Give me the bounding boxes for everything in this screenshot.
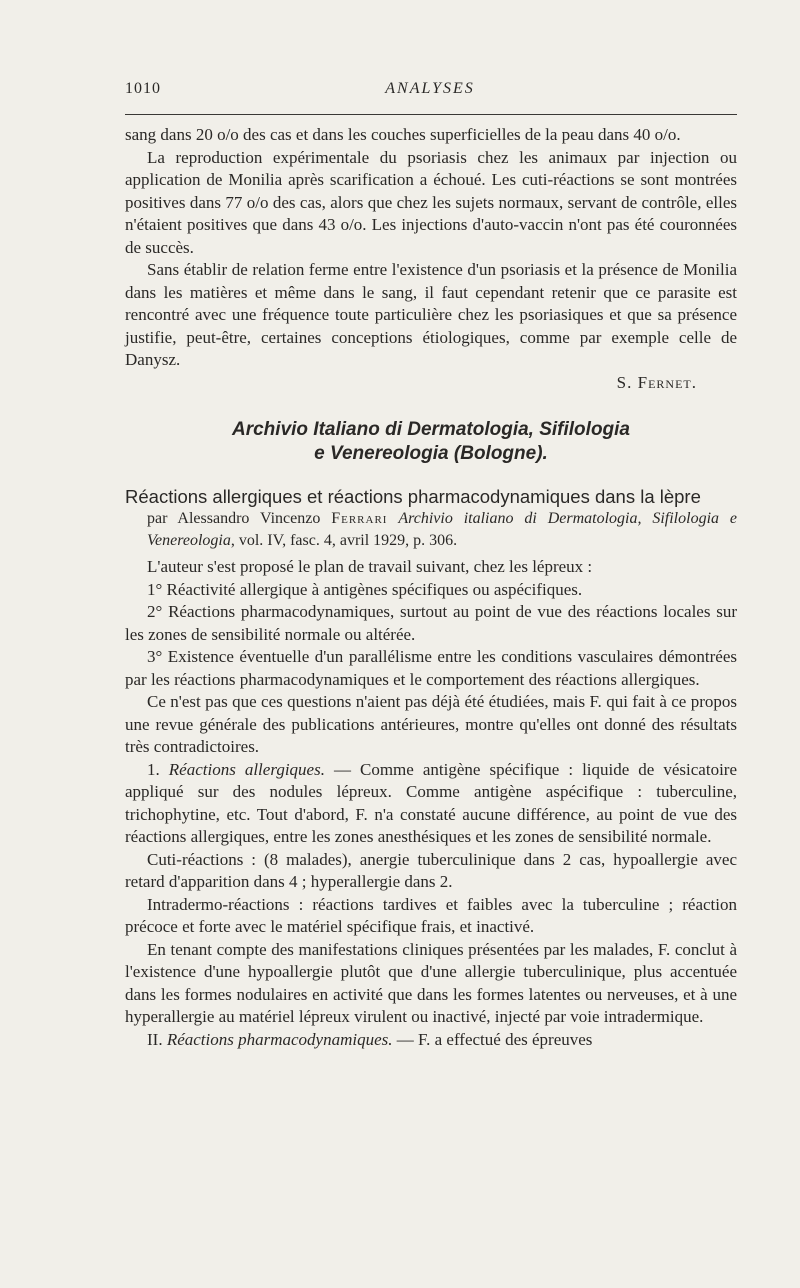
byline-details: , vol. IV, fasc. 4, avril 1929, p. 306. xyxy=(230,532,458,549)
header-rule xyxy=(125,114,737,115)
byline-author: Ferrari xyxy=(331,510,388,527)
signature: S. Fernet. xyxy=(616,372,697,392)
paragraph-intradermo: Intradermo-réactions : réactions tardives et faibles avec la tuberculine ; réaction précoce et forte avec le matériel spécifique frais, et inactivé. xyxy=(125,894,737,936)
paragraph-reproduction: La reproduction expérimentale du psoriasis chez les animaux par injection ou application de Monilia après scarification a échoué. Les cuti-réactions se sont montrées positives dans 77 o/o des cas, alors que chez les sujets normaux, servant de contrôle, elles n'étaient positives que dans 43 o/o. Les injections d'auto-vaccin n'ont pas été couronnées de succès. xyxy=(125,147,737,257)
paragraph-review: Ce n'est pas que ces questions n'aient pas déjà été étudiées, mais F. qui fait à ce propos une revue générale des publications antérieures, montre qu'elles ont donné des résultats très contradictoires. xyxy=(125,692,737,756)
article-title: Réactions allergiques et réactions pharmacodynamiques dans la lèpre xyxy=(125,486,701,507)
section-allergic: 1. Réactions allergiques. — Comme antigène spécifique : liquide de vésicatoire appliqué sur des nodules lépreux. Comme antigène aspécifique : tuberculine, trichophytine, etc. Tout d'abord, F. n'a constaté aucune différence, au point de vue des réactions allergiques, entre les zones anesthésiques et les zones de sensibilité normale. xyxy=(125,759,737,846)
paragraph-cuti: Cuti-réactions : (8 malades), anergie tuberculinique dans 2 cas, hypoallergie avec retard d'apparition dans 4 ; hyperallergie dans 2. xyxy=(125,849,737,891)
paragraph-conclusion: Sans établir de relation ferme entre l'existence d'un psoriasis et la présence de Monilia dans les matières et même dans le sang, il faut cependant retenir que ce parasite est rencontré avec une fréquence toute particulière chez les psoriasiques et que sa présence justifie, peut-être, certaines conceptions étiologiques, comme par exemple celle de Danysz. xyxy=(125,260,737,369)
byline-journal: Archivio italiano di Dermatologia, Sifilologia e Venereologia xyxy=(147,510,737,549)
journal-title xyxy=(125,418,737,466)
running-title: ANALYSES xyxy=(385,80,475,97)
list-item-2: 2° Réactions pharmacodynamiques, surtout au point de vue des réactions locales sur les zones de sensibilité normale ou altérée. xyxy=(125,602,737,644)
list-item-3: 3° Existence éventuelle d'un parallélisme entre les conditions vasculaires démontrées par les réactions pharmacodynamiques et le comportement des réactions allergiques. xyxy=(125,647,737,689)
journal-title-line-1: Archivio Italiano di Dermatologia, Sifilologia xyxy=(232,419,630,440)
section-heading-allergic: Réactions allergiques. xyxy=(168,759,325,779)
byline xyxy=(125,508,737,552)
page-number: 1010 xyxy=(125,80,161,97)
journal-title-line-2: e Venereologia (Bologne). xyxy=(314,443,548,464)
section-heading-pharmaco: Réactions pharmacodynamiques. xyxy=(166,1029,393,1049)
running-header xyxy=(125,80,735,102)
byline-prefix: par Alessandro Vincenzo xyxy=(147,510,321,527)
paragraph-conclusion-f: En tenant compte des manifestations cliniques présentées par les malades, F. conclut à l'existence d'une hypoallergie plutôt que d'une allergie tuberculinique, plus accentuée dans les formes nodulaires en activité que dans les formes latentes ou nerveuses, et à une hyperallergie au matériel lépreux virulent ou inactivé, injecté par voie intradermique. xyxy=(125,939,737,1026)
signature-line xyxy=(125,372,737,395)
section-pharmaco: II. Réactions pharmacodynamiques. — F. a effectué des épreuves xyxy=(147,1029,593,1049)
page-body xyxy=(125,124,737,1051)
paragraph-plan: L'auteur s'est proposé le plan de travail suivant, chez les lépreux : xyxy=(147,557,593,576)
paragraph-continuation: sang dans 20 o/o des cas et dans les couches superficielles de la peau dans 40 o/o. xyxy=(125,125,681,144)
list-item-1: 1° Réactivité allergique à antigènes spécifiques ou aspécifiques. xyxy=(147,579,583,599)
